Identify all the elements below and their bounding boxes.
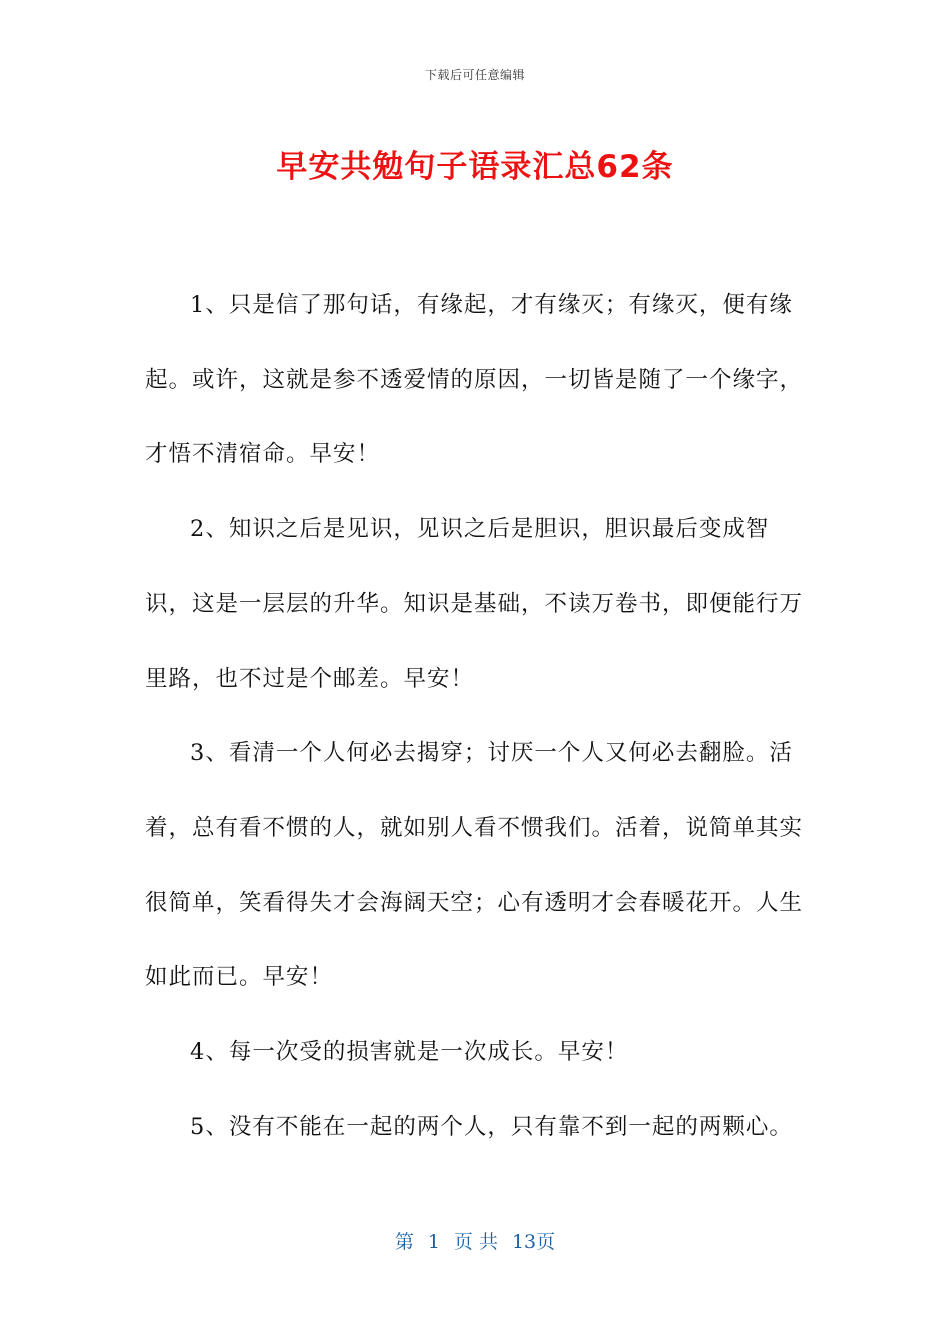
paragraph-4: 4、每一次受的损害就是一次成长。早安！ (190, 1039, 629, 1066)
footer-mid: 页 共 (453, 1231, 498, 1253)
document-body (145, 268, 810, 1164)
footer-total-pages: 13 (511, 1231, 537, 1253)
header-note: 下载后可任意编辑 (424, 68, 525, 82)
footer-suffix: 页 (536, 1231, 556, 1253)
footer-current-page: 1 (427, 1231, 440, 1253)
paragraph-1: 1、只是信了那句话，有缘起，才有缘灭；有缘灭，便有缘起。或许，这就是参不透爱情的原因，一切皆是随了一个缘字，才悟不清宿命。早安！ (145, 292, 804, 468)
paragraph-5: 5、没有不能在一起的两个人，只有靠不到一起的两颗心。 (190, 1113, 793, 1140)
paragraph-2: 2、知识之后是见识，见识之后是胆识，胆识最后变成智识，这是一层层的升华。知识是基础，不读万卷书，即便能行万里路，也不过是个邮差。早安！ (145, 516, 804, 692)
page-footer (0, 1227, 950, 1254)
paragraph-3: 3、看清一个人何必去揭穿；讨厌一个人又何必去翻脸。活着，总有看不惯的人，就如别人看不惯我们。活着，说简单其实很简单，笑看得失才会海阔天空；心有透明才会春暖花开。人生如此而已。早安！ (145, 740, 804, 991)
footer-prefix: 第 (394, 1231, 414, 1253)
document-title: 早安共勉句子语录汇总62条 (276, 149, 674, 185)
